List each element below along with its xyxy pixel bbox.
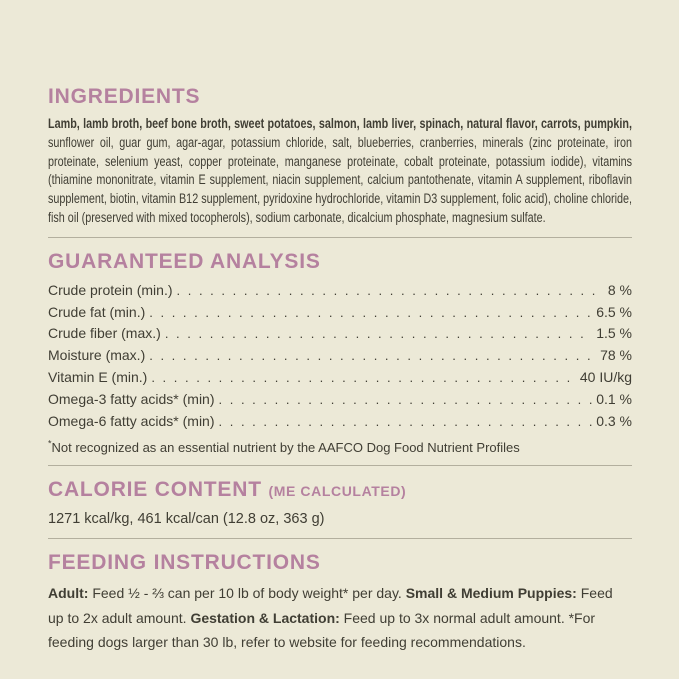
footnote-text: Not recognized as an essential nutrient by the AAFCO Dog Food Nutrient Profiles [51, 440, 520, 456]
analysis-row [48, 302, 632, 324]
guaranteed-analysis-heading: GUARANTEED ANALYSIS [48, 249, 321, 273]
analysis-row-label: Crude fat (min.) [48, 303, 146, 320]
analysis-row-label: Omega-6 fatty acids* (min) [48, 412, 215, 429]
ingredients-text [48, 115, 632, 228]
analysis-row-value: 78 % [600, 347, 632, 364]
analysis-row [48, 411, 632, 433]
analysis-row-label: Omega-3 fatty acids* (min) [48, 390, 215, 407]
calorie-heading-main: CALORIE CONTENT [48, 478, 262, 502]
ingredients-lead-bold: Lamb, lamb broth, beef bone broth, sweet potatoes, salmon, lamb liver, spinach, natural flavor, carrots, pumpkin, [48, 116, 632, 131]
ingredients-heading: INGREDIENTS [48, 85, 201, 108]
analysis-row [48, 345, 632, 367]
feeding-adult-text: Feed ½ - ⅔ can per 10 lb of body weight* per day. [88, 585, 406, 602]
ingredients-section [48, 86, 632, 228]
dot-leader [151, 367, 576, 389]
feeding-gestation-text: Feed up to 3x normal adult amount. *For feeding dogs larger than 30 lb, refer to website for feeding recommendations. [48, 609, 596, 651]
calorie-content-section [48, 479, 632, 529]
footnote-asterisk: * [48, 439, 52, 450]
feeding-puppies-text: Feed up to 2x adult amount. [48, 585, 613, 626]
guaranteed-analysis-section [48, 251, 632, 457]
analysis-row [48, 280, 632, 302]
analysis-row-value: 0.3 % [596, 412, 632, 429]
ingredients-rest: sunflower oil, guar gum, agar-agar, potassium chloride, salt, blueberries, cranberries, minerals (zinc proteinate, iron proteinate, selenium yeast, copper proteinate, manganese proteinate, cobalt proteinate, potassium iodide), vitamins (thiamine mononitrate, vitamin E supplement, niacin supplement, calcium pantothenate, vitamin A supplement, riboflavin supplement, biotin, vitamin B12 supplement, pyridoxine hydrochloride, vitamin D3 supplement, folic acid), choline chloride, fish oil (preserved with mixed tocopherols), sodium carbonate, dicalcium phosphate, magnesium sulfate. [48, 134, 632, 225]
dot-leader [219, 389, 593, 411]
section-divider-3 [48, 538, 632, 539]
analysis-row-value: 40 IU/kg [579, 368, 632, 385]
dot-leader [149, 302, 592, 324]
section-divider-1 [48, 237, 632, 238]
section-divider-2 [48, 465, 632, 466]
analysis-row-value: 6.5 % [596, 303, 632, 320]
calorie-value: 1271 kcal/kg, 461 kcal/can (12.8 oz, 363 g) [48, 511, 325, 528]
feeding-gestation-label: Gestation & Lactation: [190, 609, 340, 626]
aafco-footnote [48, 439, 632, 456]
analysis-row [48, 389, 632, 411]
analysis-row-label: Moisture (max.) [48, 347, 146, 364]
analysis-row-value: 8 % [607, 281, 632, 298]
feeding-adult-label: Adult: [48, 585, 89, 602]
analysis-row-label: Crude fiber (max.) [48, 325, 161, 342]
analysis-row-value: 0.1 % [596, 390, 632, 407]
analysis-row-label: Crude protein (min.) [48, 281, 173, 298]
dot-leader [165, 323, 592, 345]
dot-leader [177, 280, 604, 302]
calorie-heading-sub: (ME CALCULATED) [268, 483, 407, 500]
analysis-row [48, 323, 632, 345]
analysis-row-label: Vitamin E (min.) [48, 368, 148, 385]
guaranteed-analysis-table [48, 280, 632, 433]
feeding-instructions-section [48, 552, 632, 655]
dot-leader [219, 411, 593, 433]
feeding-instructions-heading: FEEDING INSTRUCTIONS [48, 551, 321, 575]
analysis-row [48, 367, 632, 389]
feeding-puppies-label: Small & Medium Puppies: [405, 585, 577, 602]
dot-leader [149, 345, 596, 367]
calorie-content-heading [48, 479, 632, 502]
feeding-instructions-text [48, 581, 632, 655]
analysis-row-value: 1.5 % [596, 325, 632, 342]
